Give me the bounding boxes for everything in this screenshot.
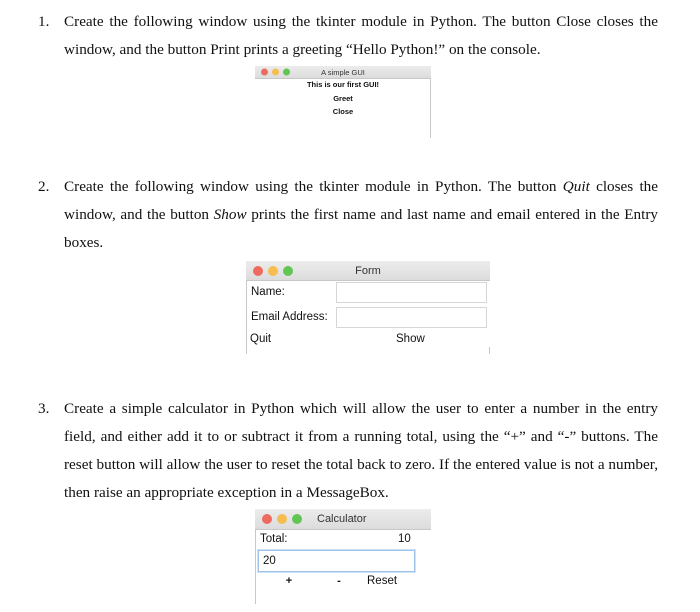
question-3 bbox=[38, 395, 658, 507]
maximize-window-icon[interactable] bbox=[292, 514, 302, 524]
question-2-text: Create the following window using the tkinter module in Python. The button Quit closes the window, and the button Show prints the first name and last name and email entered in the Entry boxes. bbox=[64, 178, 659, 251]
window-simple-gui bbox=[255, 66, 431, 138]
question-1-text: Create the following window using the tkinter module in Python. The button Close closes the window, and the button Print prints a greeting “Hello Python!” on the console. bbox=[64, 13, 658, 58]
window-calculator bbox=[255, 509, 431, 604]
question-3-text: Create a simple calculator in Python which will allow the user to enter a number in the entry field, and either add it to or subtract it from a running total, using the “+” and “-” buttons. The reset button will allow the user to reset the total back to zero. If the entered value is not a number, then raise an appropriate exception in a MessageBox. bbox=[64, 400, 658, 501]
reset-button[interactable]: Reset bbox=[367, 575, 398, 587]
close-button[interactable]: Close bbox=[332, 107, 354, 116]
close-window-icon[interactable] bbox=[262, 514, 272, 524]
email-entry[interactable] bbox=[336, 307, 487, 328]
minimize-window-icon[interactable] bbox=[277, 514, 287, 524]
name-label: Name: bbox=[251, 286, 285, 298]
number-entry[interactable]: 20 bbox=[258, 550, 415, 572]
total-value: 10 bbox=[398, 533, 411, 545]
greet-button[interactable]: Greet bbox=[333, 94, 353, 103]
quit-emphasis: Quit bbox=[562, 178, 590, 195]
question-1 bbox=[38, 8, 658, 64]
question-2 bbox=[38, 173, 658, 257]
window-1-titlebar bbox=[255, 66, 431, 79]
total-label: Total: bbox=[260, 533, 288, 545]
show-emphasis: Show bbox=[213, 206, 247, 223]
plus-button[interactable]: + bbox=[285, 575, 293, 587]
question-3-number: 3. bbox=[38, 400, 50, 417]
quit-button[interactable]: Quit bbox=[250, 333, 272, 345]
window-form bbox=[246, 261, 490, 354]
email-label: Email Address: bbox=[251, 311, 328, 323]
window-1-title: A simple GUI bbox=[321, 68, 365, 77]
minus-button[interactable]: - bbox=[337, 575, 341, 587]
name-entry[interactable] bbox=[336, 282, 487, 303]
window-2-titlebar bbox=[246, 261, 490, 281]
window-3-titlebar bbox=[255, 509, 431, 530]
show-button[interactable]: Show bbox=[396, 333, 425, 345]
question-2-number: 2. bbox=[38, 178, 50, 195]
window-3-title: Calculator bbox=[317, 513, 367, 525]
first-gui-label: This is our first GUI! bbox=[306, 80, 380, 89]
window-2-title: Form bbox=[355, 265, 381, 277]
question-1-number: 1. bbox=[38, 13, 50, 30]
